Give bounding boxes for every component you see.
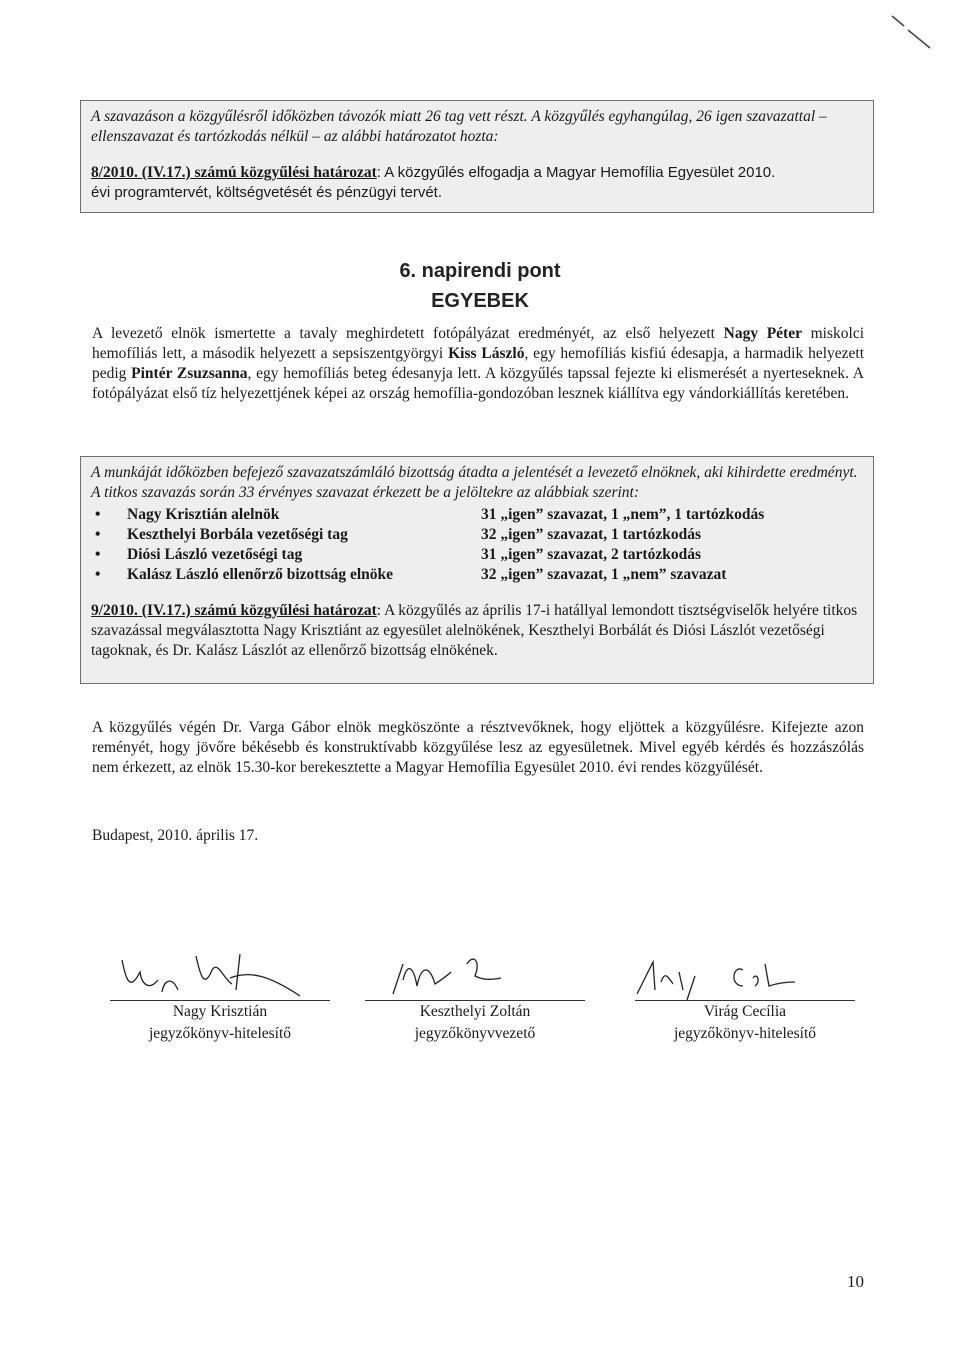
page-number: 10 (847, 1272, 864, 1291)
corner-scan-mark (890, 12, 940, 52)
para-text: , egy hemofíliás beteg édesanyja lett. A közgyűlés tapssal fejezte ki elismerését a nyerteseknek. A fotópályázat első tíz helyezettjének képei az ország hemofília-gondozóban lesznek kiállítva egy vándorkiállítás keretében. (92, 365, 864, 402)
bullet: • (95, 506, 101, 523)
vote-result: 32 „igen” szavazat, 1 tartózkodás (481, 526, 701, 543)
resolution-text: : A közgyűlés az április 17-i hatállyal lemondott tisztségviselők helyére titkos szavazással megválasztotta Nagy Krisztiánt az egyesület alelnökének, Keszthelyi Borbálát és Diósi Lászlót vezetőségi tagoknak, és Dr. Kalász Lászlót az ellenőrző bizottság elnökének. (91, 602, 858, 659)
resolution-text: : A közgyűlés elfogadja a Magyar Hemofília Egyesület 2010. (376, 164, 776, 181)
para-text: miskolci hemofíliás lett, a második helyezett a sepsiszentgyörgyi (92, 325, 865, 362)
photo-contest-paragraph (92, 324, 864, 404)
agenda-item-subtitle: EGYEBEK (431, 290, 529, 312)
resolution-reference: 9/2010. (IV.17.) számú közgyűlési határozat (91, 602, 377, 619)
vote-results-list (91, 505, 863, 585)
signature-block (100, 950, 340, 1045)
bullet: • (95, 566, 101, 583)
signature-block (355, 950, 595, 1045)
resolution-reference: 8/2010. (IV.17.) számú közgyűlési határozat (91, 164, 377, 181)
voting-intro-text: A szavazáson a közgyűlésről időközben távozók miatt 26 tag vett részt. A közgyűlés egyhangúlag, 26 igen szavazattal – ellenszavazat és tartózkodás nélkül – az alábbi határozatot hozta: (91, 108, 827, 145)
signatory-name: Keszthelyi Zoltán (419, 1003, 531, 1020)
candidate-name: Nagy Krisztián alelnök (127, 506, 280, 523)
resolution-9 (91, 601, 863, 661)
para-text: A levezető elnök ismertette a tavaly meghirdetett fotópályázat eredményét, az első helyezett (92, 325, 724, 342)
resolution-box-8 (80, 100, 874, 213)
handwritten-signature (355, 950, 595, 1000)
list-item (91, 505, 863, 525)
signatory-role: jegyzőkönyvvezető (414, 1025, 536, 1042)
para-text: , egy hemofíliás kisfiú édesapja, a harmadik helyezett pedig (92, 345, 865, 382)
vote-result: 32 „igen” szavazat, 1 „nem” szavazat (481, 566, 727, 583)
signatory-name: Virág Cecília (703, 1003, 787, 1020)
agenda-item-title: 6. napirendi pont (399, 260, 561, 282)
list-item (91, 545, 863, 565)
resolution-box-9 (80, 456, 874, 684)
resolution-text-cont: évi programtervét, költségvetését és pénzügyi tervét. (91, 184, 443, 201)
election-intro-text: A munkáját időközben befejező szavazatszámláló bizottság átadta a jelentését a levezető elnöknek, aki kihirdette eredményt. A titkos szavazás során 33 érvényes szavazat érkezett be a jelöltekre az alábbiak szerint: (91, 464, 858, 501)
list-item (91, 565, 863, 585)
section-heading (0, 256, 960, 316)
bullet: • (95, 546, 101, 563)
vote-result: 31 „igen” szavazat, 2 tartózkodás (481, 546, 701, 563)
vote-result: 31 „igen” szavazat, 1 „nem”, 1 tartózkodás (481, 506, 765, 523)
closing-paragraph: A közgyűlés végén Dr. Varga Gábor elnök megköszönte a résztvevőknek, hogy eljöttek a közgyűlésre. Kifejezte azon reményét, hogy jövőre békésebb és konstruktívabb közgyűlése lesz az egyesületnek. Mivel egyéb kérdés és hozzászólás nem érkezett, az elnök 15.30-kor berekesztette a Magyar Hemofília Egyesület 2010. évi rendes közgyűlését. (92, 719, 864, 776)
place-and-date: Budapest, 2010. április 17. (92, 827, 259, 844)
candidate-name: Keszthelyi Borbála vezetőségi tag (127, 526, 348, 543)
candidate-name: Kalász László ellenőrző bizottság elnöke (127, 566, 394, 583)
handwritten-signature (625, 950, 865, 1000)
candidate-name: Diósi László vezetőségi tag (127, 546, 303, 563)
handwritten-signature (100, 950, 340, 1000)
signatory-role: jegyzőkönyv-hitelesítő (148, 1025, 292, 1042)
signature-block (625, 950, 865, 1045)
resolution-8 (91, 163, 863, 203)
winner-second: Kiss László (448, 345, 525, 362)
bullet: • (95, 526, 101, 543)
list-item (91, 525, 863, 545)
signatory-name: Nagy Krisztián (172, 1003, 268, 1020)
winner-third: Pintér Zsuzsanna (131, 365, 248, 382)
winner-first: Nagy Péter (723, 325, 802, 342)
signatory-role: jegyzőkönyv-hitelesítő (673, 1025, 817, 1042)
